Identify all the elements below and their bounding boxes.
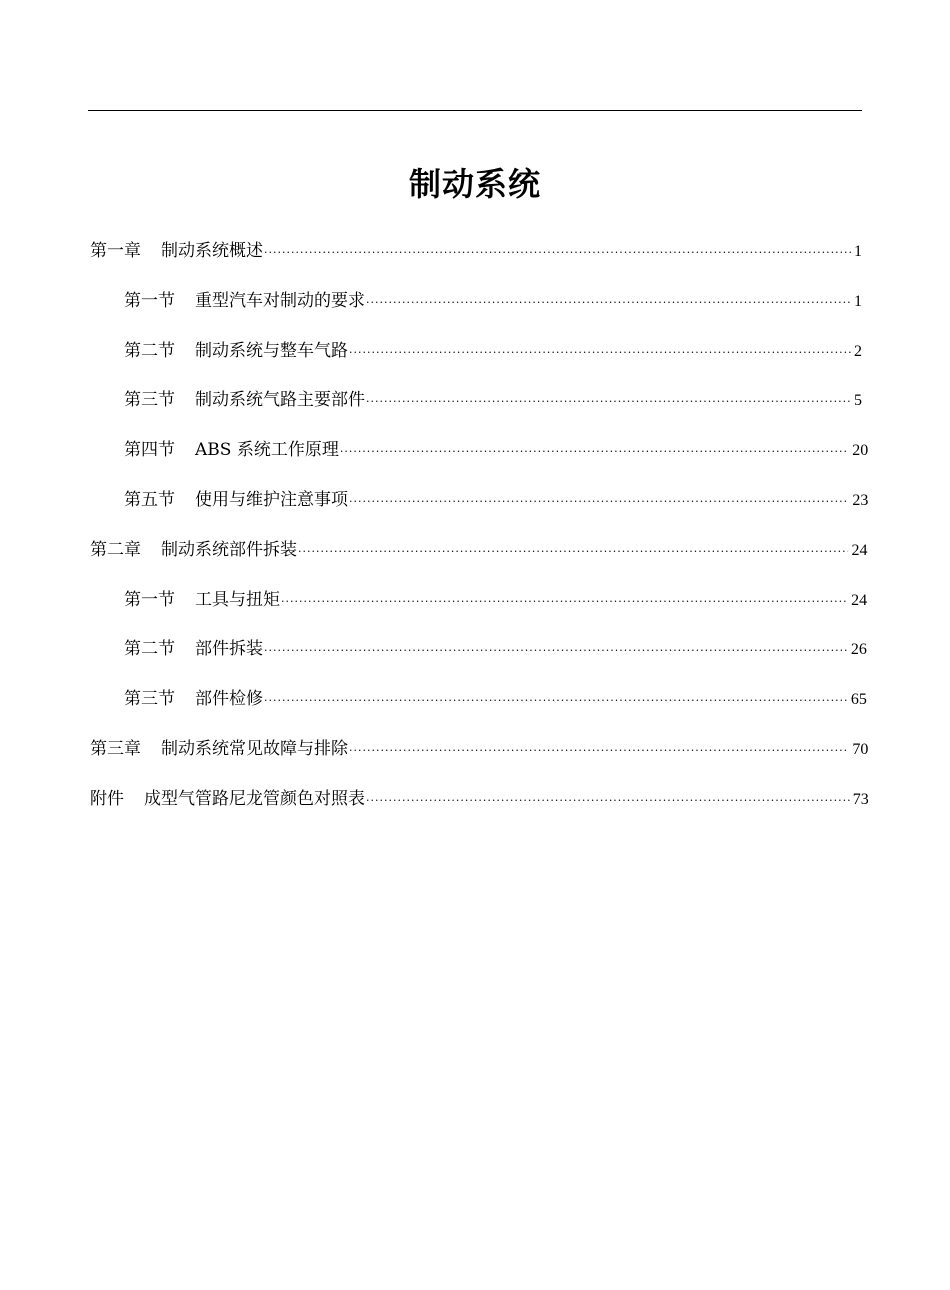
dot-leader [349,334,851,372]
toc-entry-page: 1 [854,292,862,310]
toc-entry-label [90,780,365,818]
toc-entry-label [124,630,263,668]
toc-entry-section-2-3[interactable] [90,680,867,730]
toc-entry-label [90,730,348,768]
toc-entry-title: 制动系统常见故障与排除 [161,738,348,759]
toc-entry-label [124,581,280,619]
toc-entry-number: 第五节 [124,489,175,510]
toc-entry-title: 成型气管路尼龙管颜色对照表 [144,788,365,809]
dot-leader [298,533,848,571]
toc-entry-title: 使用与维护注意事项 [195,489,348,510]
toc-entry-title: 重型汽车对制动的要求 [195,290,365,311]
toc-entry-label [124,381,365,419]
toc-entry-number: 第三章 [90,738,141,759]
dot-leader [349,732,849,770]
toc-entry-page: 26 [850,641,867,659]
dot-leader [264,632,848,670]
toc-entry-title: 部件检修 [195,689,263,710]
dot-leader [366,284,851,322]
toc-entry-section-1-1[interactable] [90,282,862,332]
toc-entry-page: 23 [852,491,869,509]
toc-entry-section-1-5[interactable] [90,481,869,531]
dot-leader [264,234,851,272]
toc-entry-number: 第四节 [124,440,175,461]
toc-entry-chapter-2[interactable] [90,531,868,581]
toc-entry-number: 第二节 [124,340,175,361]
toc-entry-title: 制动系统部件拆装 [161,539,297,560]
table-of-contents [90,232,869,830]
toc-entry-label [124,680,263,718]
toc-entry-label [90,531,297,569]
toc-entry-page: 20 [852,442,869,460]
toc-entry-appendix[interactable] [90,780,869,830]
toc-entry-section-2-2[interactable] [90,630,867,680]
dot-leader [366,383,851,421]
toc-entry-title: 工具与扭矩 [195,589,280,610]
toc-entry-number: 第一节 [124,290,175,311]
dot-leader [366,782,850,820]
dot-leader [340,433,849,471]
toc-entry-page: 70 [852,740,869,758]
dot-leader [264,682,848,720]
toc-entry-label [124,481,348,519]
toc-entry-page: 1 [854,243,862,260]
toc-entry-label [124,332,348,370]
toc-entry-title: 制动系统与整车气路 [195,340,348,361]
toc-entry-title: 部件拆装 [195,639,263,660]
toc-entry-title: 制动系统概述 [161,241,263,261]
toc-entry-number: 第三节 [124,390,175,411]
toc-entry-chapter-1[interactable] [90,232,862,282]
toc-entry-number: 第三节 [124,689,175,710]
toc-entry-label [90,232,263,270]
toc-entry-page: 65 [850,691,867,709]
document-title: 制动系统 [408,165,541,204]
toc-entry-number: 第一章 [90,241,141,261]
toc-entry-title: ABS 系统工作原理 [195,440,339,461]
toc-entry-page: 2 [854,342,862,360]
dot-leader [281,583,848,621]
toc-entry-section-1-4[interactable] [90,431,869,481]
toc-entry-number: 第二章 [90,539,141,560]
toc-entry-label [124,282,365,320]
toc-entry-title: 制动系统气路主要部件 [195,390,365,411]
toc-entry-label [124,431,339,469]
toc-entry-page: 24 [851,591,868,609]
toc-entry-page: 5 [854,392,862,410]
toc-entry-page: 73 [852,790,869,808]
toc-entry-number: 附件 [90,788,124,809]
toc-entry-section-2-1[interactable] [90,581,868,631]
dot-leader [349,483,849,521]
toc-entry-page: 24 [851,541,868,559]
header-rule [88,110,862,111]
toc-entry-number: 第二节 [124,639,175,660]
toc-entry-section-1-3[interactable] [90,381,862,431]
toc-entry-section-1-2[interactable] [90,332,862,382]
toc-entry-chapter-3[interactable] [90,730,869,780]
toc-entry-number: 第一节 [124,589,175,610]
